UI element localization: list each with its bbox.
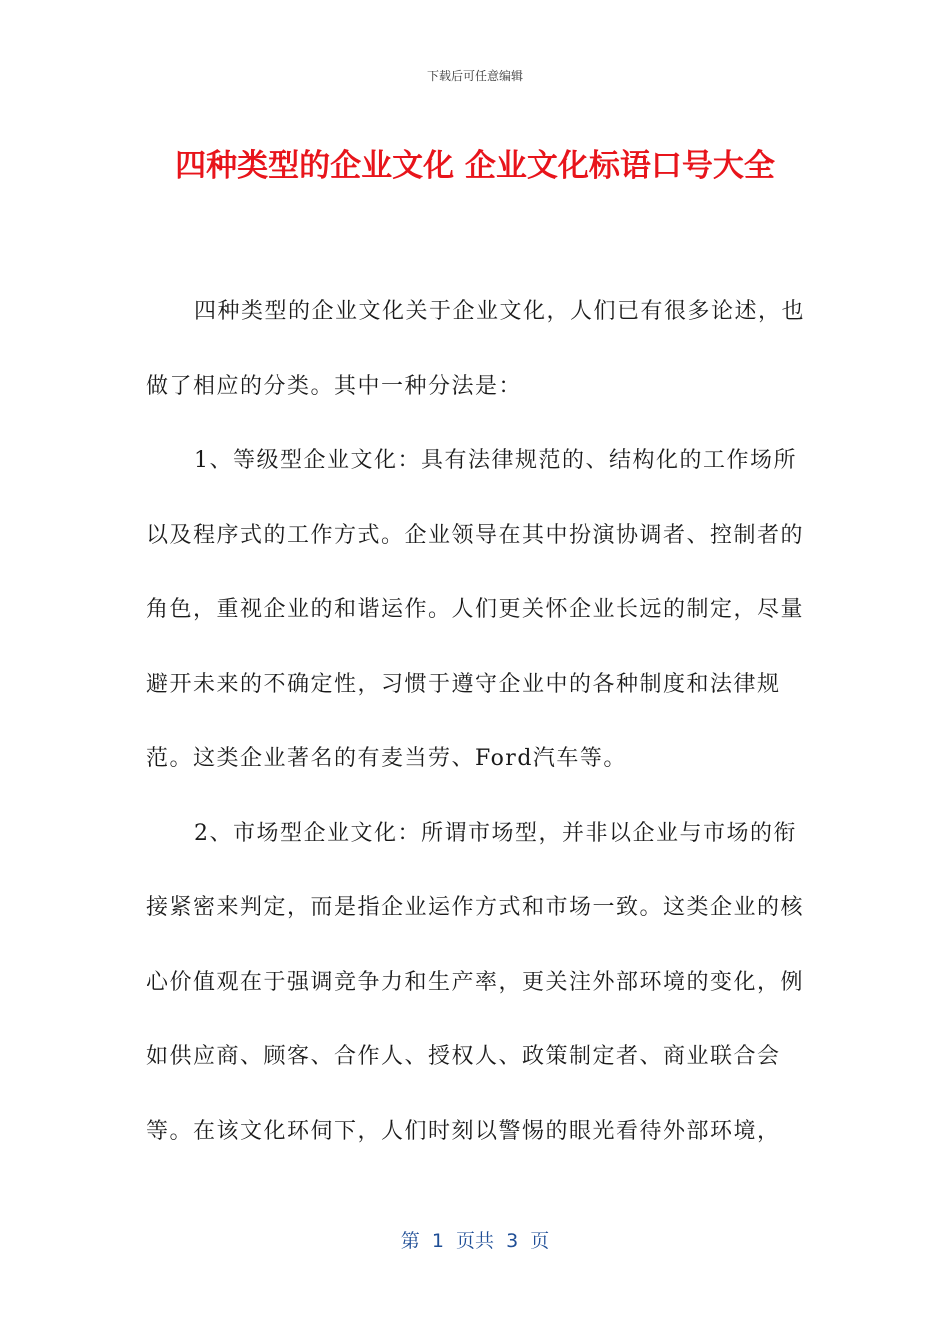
document-title: 四种类型的企业文化 企业文化标语口号大全: [175, 148, 775, 184]
paragraph-hierarchy-culture: 1、等级型企业文化：具有法律规范的、结构化的工作场所以及程序式的工作方式。企业领导在其中扮演协调者、控制者的角色，重视企业的和谐运作。人们更关怀企业长远的制定，尽量避开未来的不确定性，习惯于遵守企业中的各种制度和法律规范。这类企业著名的有麦当劳、Ford汽车等。: [146, 448, 805, 771]
header-note: 下载后可任意编辑: [426, 69, 523, 83]
document-body: [146, 275, 806, 1169]
paragraph-market-culture: 2、市场型企业文化：所谓市场型，并非以企业与市场的衔接紧密来判定，而是指企业运作方式和市场一致。这类企业的核心价值观在于强调竞争力和生产率，更关注外部环境的变化，例如供应商、顾客、合作人、授权人、政策制定者、商业联合会等。在该文化环伺下，人们时刻以警惕的眼光看待外部环境，: [146, 820, 805, 1144]
page-number-footer: 第 1 页共 3 页: [400, 1230, 550, 1252]
paragraph-intro: 四种类型的企业文化关于企业文化，人们已有很多论述，也做了相应的分类。其中一种分法是：: [146, 299, 806, 399]
